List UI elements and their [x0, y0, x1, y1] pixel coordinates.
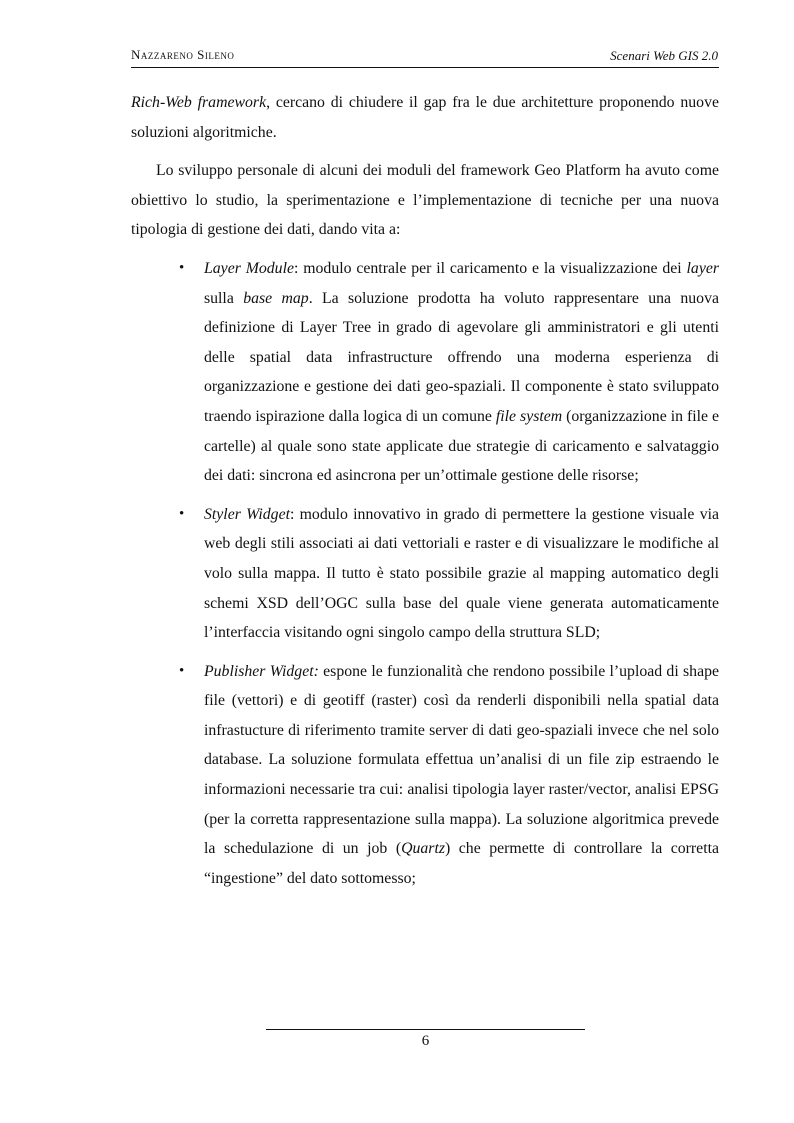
module-list	[131, 254, 719, 893]
running-header-title: Scenari Web GIS 2.0	[610, 48, 718, 63]
bullet-icon: •	[179, 662, 185, 679]
list-item-layer-module: • Layer Module: modulo centrale per il caricamento e la visualizzazione dei layer sulla base map. La soluzione prodotta ha voluto rappresentare una nuova definizione di Layer Tree in grado di agevolare gli amministratori e gli utenti delle spatial data infrastructure offrendo una moderna esperienza di organizzazione e gestione dei dati geo-spaziali. Il componente è stato sviluppato traendo ispirazione dalla logica di un comune file system (organizzazione in file e cartelle) al quale sono state applicate due strategie di caricamento e salvataggio dei dati: sincrona ed asincrona per un’ottimale gestione delle risorse;	[131, 254, 719, 491]
module-name: Publisher Widget:	[204, 662, 319, 680]
paragraph-geo-platform: Lo sviluppo personale di alcuni dei moduli del framework Geo Platform ha avuto come obiettivo lo studio, la sperimentazione e l’implementazione di tecniche per una nuova tipologia di gestione dei dati, dando vita a:	[131, 162, 719, 239]
list-item-publisher-widget: • Publisher Widget: espone le funzionalità che rendono possibile l’upload di shape file (vettori) e di geotiff (raster) così da renderli disponibili nella spatial data infrastucture di riferimento tramite server di dati geo-spaziali invece che nel solo database. La soluzione formulata effettua un’analisi di un file zip estraendo le informazioni necessarie tra cui: analisi tipologia layer raster/vector, analisi EPSG (per la corretta rappresentazione sulla mappa). La soluzione algoritmica prevede la schedulazione di un job (Quartz) che permette di controllare la corretta “ingestione” del dato sottomesso;	[131, 657, 719, 894]
bullet-icon: •	[179, 505, 185, 522]
module-name: Layer Module	[204, 259, 294, 277]
list-item-styler-widget: • Styler Widget: modulo innovativo in grado di permettere la gestione visuale via web degli stili associati ai dati vettoriali e raster e di visualizzare le modifiche al volo sulla mappa. Il tutto è stato possibile grazie al mapping automatico degli schemi XSD dell’OGC sulla base del quale viene generata automaticamente l’interfaccia visitando ogni singolo campo della struttura SLD;	[131, 500, 719, 648]
header-rule	[131, 67, 719, 68]
module-name: Styler Widget	[204, 505, 290, 523]
footer-rule	[266, 1029, 585, 1030]
bullet-icon: •	[179, 259, 185, 276]
term-rich-web-framework: Rich-Web framework	[131, 94, 267, 111]
page-body	[131, 88, 719, 902]
page-number: 6	[421, 1033, 430, 1049]
paragraph-intro: Rich-Web framework, cercano di chiudere il gap fra le due architetture proponendo nuove soluzioni algoritmiche.	[131, 94, 719, 141]
running-header-author: Nazzareno Sileno	[131, 47, 235, 62]
